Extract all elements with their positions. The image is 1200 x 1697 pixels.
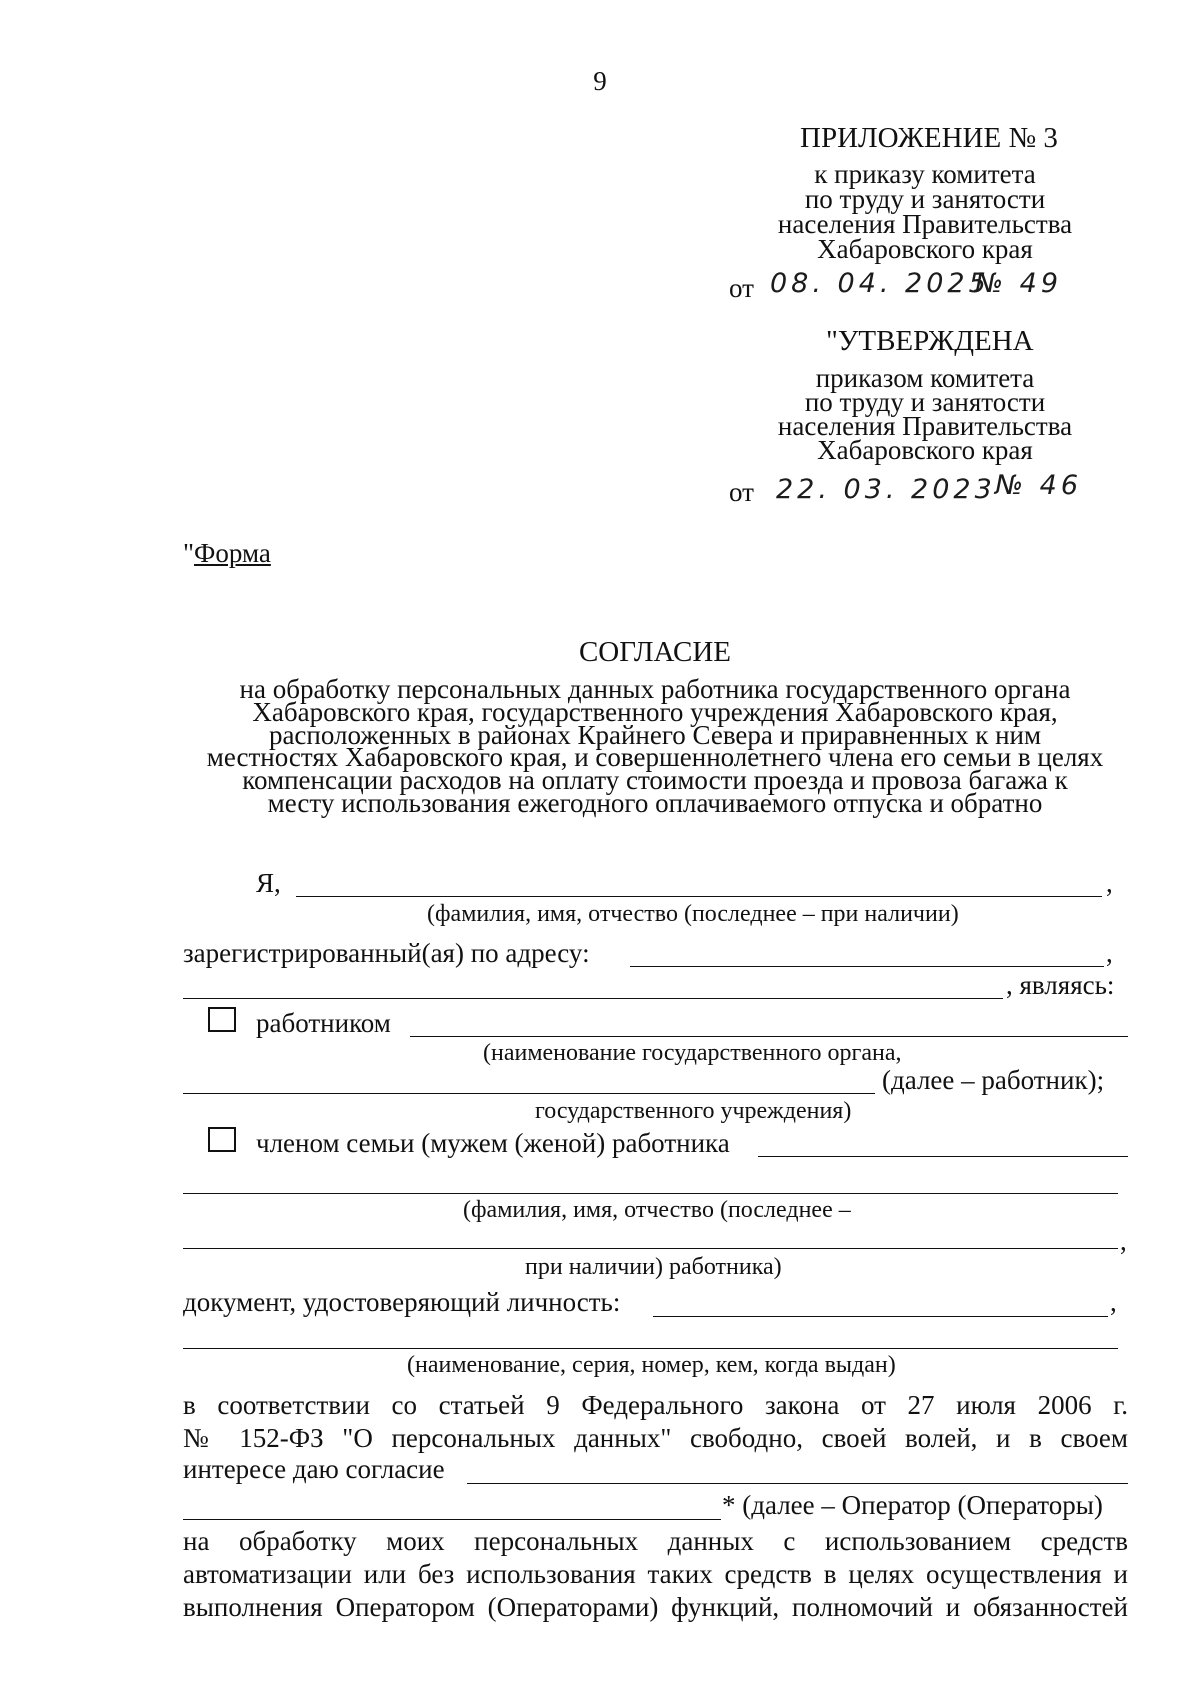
address-input-line-2[interactable]	[183, 998, 1003, 999]
body-para2-line	[183, 1592, 1128, 1623]
body-para1-line	[183, 1390, 1128, 1421]
operator-input-line-2[interactable]	[183, 1519, 721, 1520]
approved-line: приказом комитета	[815, 363, 1035, 393]
family-caption-2: при наличии) работника)	[525, 1254, 782, 1280]
body-text: в соответствии со статьей 9 Федерального закона от 27 июля 2006 г.	[183, 1390, 1128, 1420]
appendix-title: ПРИЛОЖЕНИЕ № 3	[800, 122, 1058, 154]
family-input-line-3[interactable]	[183, 1248, 1118, 1249]
approved-number-handwritten: № 46	[995, 470, 1083, 501]
consent-subtitle-line: местностях Хабаровского края, и совершеннолетнего члена его семьи в целях	[206, 742, 1104, 773]
body-para2-line	[183, 1559, 1128, 1590]
consent-subtitle-line: расположенных в районах Крайнего Севера и приравненных к ним	[268, 719, 1042, 750]
operator-label: * (далее – Оператор (Операторы)	[722, 1490, 1103, 1520]
employee-label: работником	[256, 1008, 391, 1038]
address-label: зарегистрированный(ая) по адресу:	[183, 938, 590, 968]
page-number: 9	[593, 66, 607, 96]
body-para2-line	[183, 1526, 1128, 1557]
hereinafter-employee: (далее – работник);	[882, 1065, 1105, 1095]
appendix-line: Хабаровского края	[817, 234, 1033, 264]
body-text: автоматизации или без использования таких средств в целях осуществления и	[183, 1559, 1128, 1589]
family-checkbox[interactable]	[208, 1127, 236, 1152]
approved-date-handwritten: 22. 03. 2023	[776, 474, 996, 505]
consent-subtitle-line: на обработку персональных данных работника государственного органа	[239, 674, 1071, 704]
consent-subtitle-line: месту использования ежегодного оплачиваемого отпуска и обратно	[267, 787, 1043, 818]
body-text: выполнения Оператором (Операторами) функций, полномочий и обязанностей	[183, 1592, 1128, 1622]
approved-title: "УТВЕРЖДЕНА	[826, 325, 1034, 357]
family-caption-1: (фамилия, имя, отчество (последнее –	[463, 1197, 851, 1223]
address-input-line[interactable]	[630, 966, 1104, 967]
appendix-date-handwritten: 08. 04. 2025	[770, 268, 990, 299]
body-text: № 152-ФЗ "О персональных данных" свободно, своей волей, и в своем	[183, 1423, 1128, 1453]
id-doc-label: документ, удостоверяющий личность:	[183, 1287, 621, 1317]
family-comma: ,	[1120, 1226, 1127, 1256]
consent-title: СОГЛАСИЕ	[578, 636, 732, 668]
family-input-line[interactable]	[758, 1156, 1128, 1157]
i-label: Я,	[256, 868, 281, 898]
fio-caption: (фамилия, имя, отчество (последнее – при наличии)	[427, 901, 959, 927]
appendix-date-prefix: от	[729, 273, 754, 303]
consent-subtitle-line: Хабаровского края, государственного учреждения Хабаровского края,	[252, 696, 1058, 727]
appendix-lines	[760, 159, 1090, 264]
appendix-line: по труду и занятости	[804, 184, 1046, 214]
approved-date-prefix: от	[729, 477, 754, 507]
form-label-text: Форма	[194, 538, 271, 568]
approved-lines	[760, 363, 1090, 465]
operator-input-line[interactable]	[467, 1483, 1128, 1484]
approved-line: Хабаровского края	[817, 435, 1033, 465]
employee-checkbox[interactable]	[208, 1007, 236, 1032]
form-label-quote: "	[183, 538, 195, 568]
body-text: на обработку моих персональных данных с использованием средств	[183, 1526, 1128, 1556]
org-input-line[interactable]	[410, 1036, 1128, 1037]
consent-subtitle	[160, 674, 1150, 818]
appendix-line: населения Правительства	[777, 209, 1073, 239]
approved-line: населения Правительства	[777, 411, 1073, 441]
appendix-number-handwritten: № 49	[975, 268, 1063, 299]
being-label: , являясь:	[1006, 970, 1115, 1000]
approved-line: по труду и занятости	[804, 387, 1046, 417]
body-para1-line	[183, 1423, 1128, 1454]
org-input-line-2[interactable]	[183, 1093, 875, 1094]
org-caption-2: государственного учреждения)	[535, 1098, 852, 1124]
id-doc-comma: ,	[1110, 1287, 1117, 1317]
address-comma: ,	[1106, 938, 1113, 968]
fio-comma: ,	[1106, 868, 1113, 898]
form-label	[183, 540, 271, 567]
consent-label: интересе даю согласие	[183, 1454, 445, 1484]
id-doc-input-line-2[interactable]	[183, 1348, 1118, 1349]
org-caption-1: (наименование государственного органа,	[483, 1040, 902, 1066]
appendix-line: к приказу комитета	[814, 159, 1036, 189]
id-doc-caption: (наименование, серия, номер, кем, когда выдан)	[407, 1352, 896, 1378]
family-input-line-2[interactable]	[183, 1193, 1118, 1194]
fio-input-line[interactable]	[296, 896, 1102, 897]
family-label: членом семьи (мужем (женой) работника	[256, 1128, 730, 1158]
id-doc-input-line[interactable]	[653, 1316, 1108, 1317]
consent-subtitle-line: компенсации расходов на оплату стоимости проезда и провоза багажа к	[242, 765, 1068, 796]
